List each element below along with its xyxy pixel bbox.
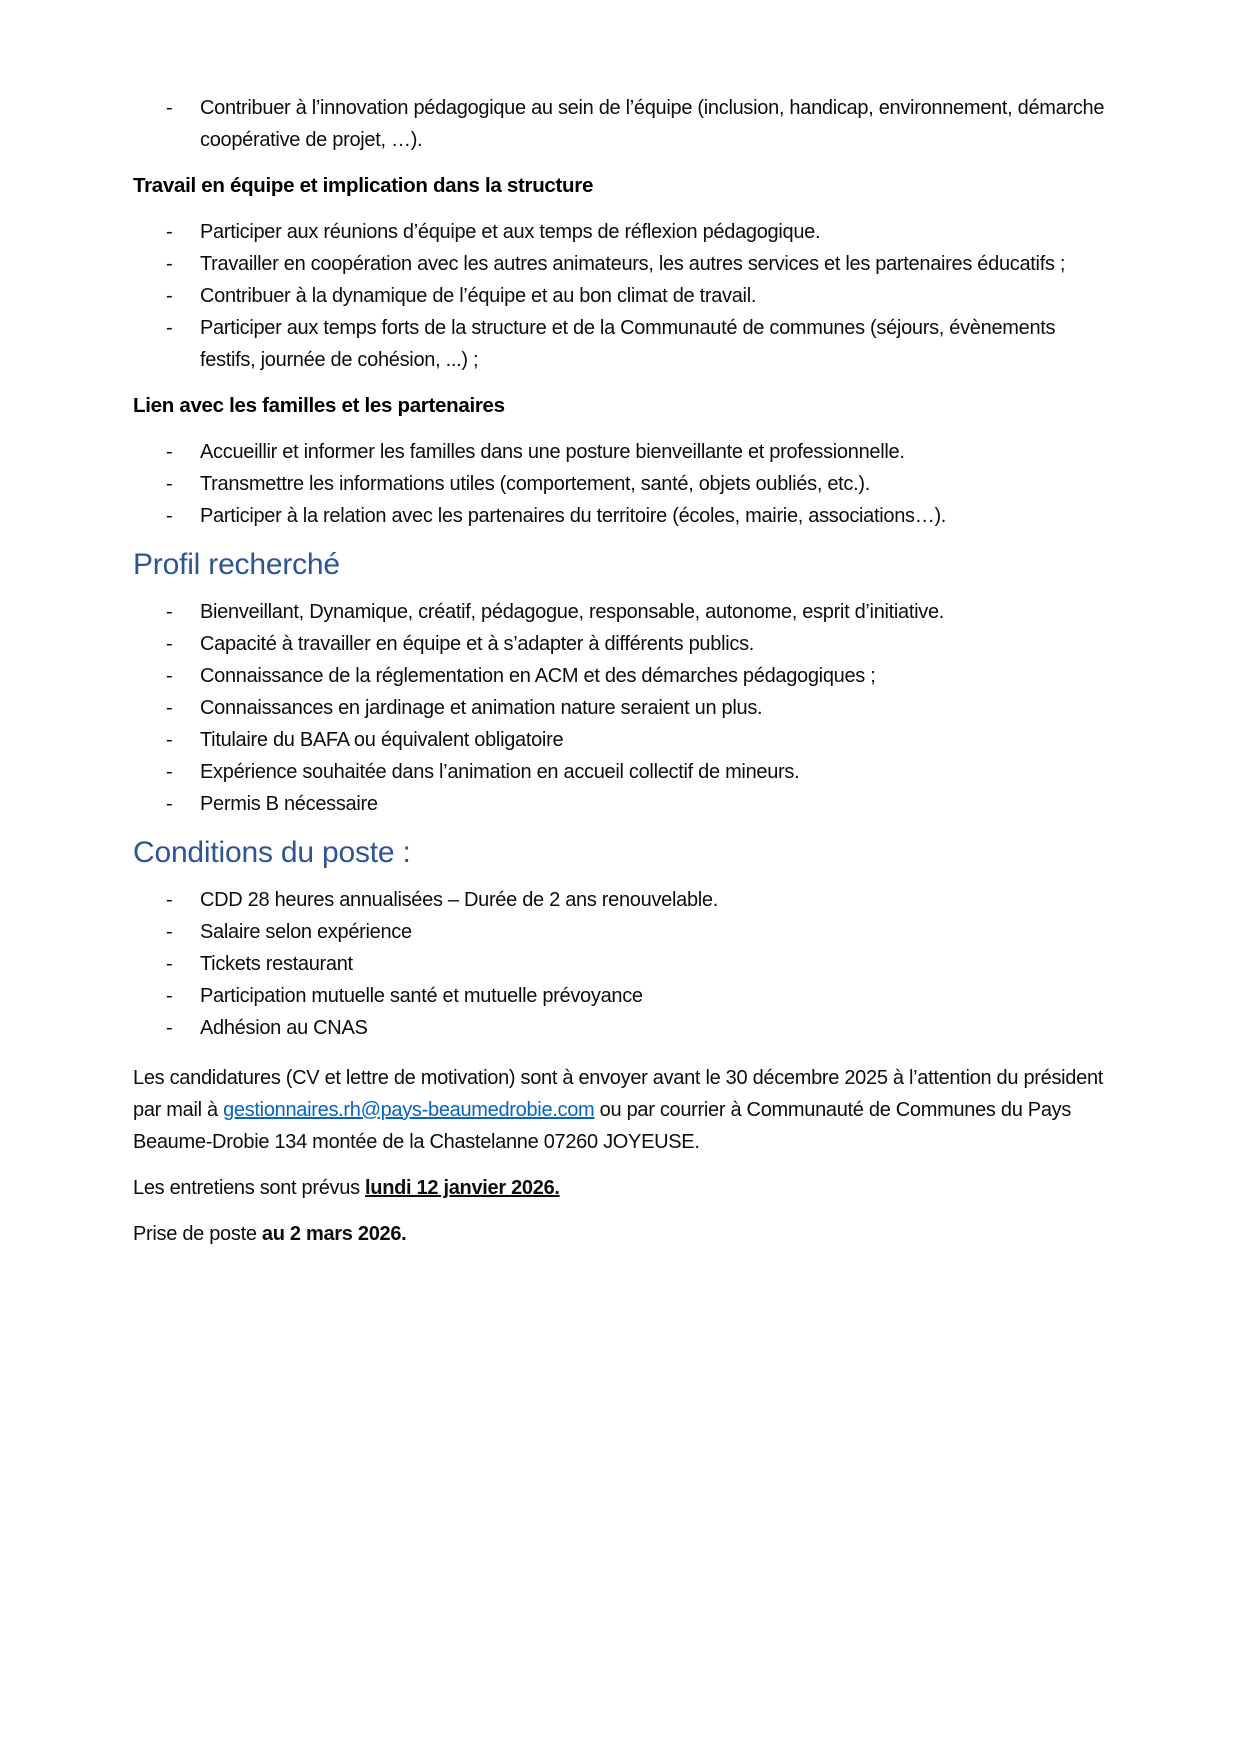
- dash-bullet-marker: -: [166, 665, 173, 687]
- list-item-text: Participer aux réunions d’équipe et aux temps de réflexion pédagogique.: [200, 221, 821, 243]
- dash-bullet-marker: -: [166, 761, 173, 783]
- conditions-bullet-list: [133, 884, 1108, 1044]
- dash-bullet-marker: -: [166, 317, 173, 339]
- dash-bullet-marker: -: [166, 889, 173, 911]
- dash-bullet-marker: -: [166, 697, 173, 719]
- list-item-text: Tickets restaurant: [200, 953, 353, 975]
- list-item: [166, 628, 1108, 660]
- dash-bullet-marker: -: [166, 253, 173, 275]
- list-item: [166, 92, 1108, 156]
- interviews-text: Les entretiens sont prévus: [133, 1177, 366, 1199]
- list-item-text: Contribuer à la dynamique de l’équipe et au bon climat de travail.: [200, 285, 757, 307]
- list-item-text: Participation mutuelle santé et mutuelle prévoyance: [200, 985, 643, 1007]
- list-item-text: Participer à la relation avec les partenaires du territoire (écoles, mairie, associations…).: [200, 505, 947, 527]
- section-heading-teamwork: Travail en équipe et implication dans la structure: [133, 174, 594, 197]
- list-item-text: Connaissance de la réglementation en ACM et des démarches pédagogiques ;: [200, 665, 876, 687]
- start-date-paragraph: [133, 1218, 1108, 1250]
- teamwork-bullet-list: [133, 216, 1108, 376]
- list-item: [166, 436, 1108, 468]
- dash-bullet-marker: -: [166, 953, 173, 975]
- list-item-text: Connaissances en jardinage et animation nature seraient un plus.: [200, 697, 763, 719]
- list-item: [166, 280, 1108, 312]
- families-bullet-list: [133, 436, 1108, 532]
- application-text-before-link: Les candidatures (CV et lettre de motivation) sont à envoyer avant le 30 décembre 2025 à l’attention du président par mail à: [133, 1067, 1104, 1121]
- list-item-text: Accueillir et informer les familles dans une posture bienveillante et professionnelle.: [200, 441, 905, 463]
- dash-bullet-marker: -: [166, 285, 173, 307]
- section-heading-profile: Profil recherché: [133, 548, 340, 581]
- list-item-text: Capacité à travailler en équipe et à s’adapter à différents publics.: [200, 633, 755, 655]
- dash-bullet-marker: -: [166, 473, 173, 495]
- start-date: au 2 mars 2026.: [261, 1223, 407, 1245]
- dash-bullet-marker: -: [166, 793, 173, 815]
- application-text-after-link: ou par courrier à Communauté de Communes du Pays Beaume-Drobie 134 montée de la Chastelanne 07260 JOYEUSE.: [133, 1099, 1072, 1153]
- interviews-paragraph: [133, 1172, 1108, 1204]
- list-item-text: Expérience souhaitée dans l’animation en accueil collectif de mineurs.: [200, 761, 800, 783]
- dash-bullet-marker: -: [166, 221, 173, 243]
- list-item: [166, 216, 1108, 248]
- start-date-text: Prise de poste: [133, 1223, 262, 1245]
- list-item-text: Travailler en coopération avec les autres animateurs, les autres services et les partenaires éducatifs ;: [200, 253, 1066, 275]
- list-item: [166, 884, 1108, 916]
- list-item-text: CDD 28 heures annualisées – Durée de 2 ans renouvelable.: [200, 889, 718, 911]
- section-heading-conditions: Conditions du poste :: [133, 836, 411, 869]
- dash-bullet-marker: -: [166, 985, 173, 1007]
- list-item-text: Adhésion au CNAS: [200, 1017, 368, 1039]
- email-link[interactable]: gestionnaires.rh@pays-beaumedrobie.com: [223, 1099, 595, 1121]
- list-item: [166, 596, 1108, 628]
- list-item: [166, 724, 1108, 756]
- list-item: [166, 948, 1108, 980]
- dash-bullet-marker: -: [166, 633, 173, 655]
- list-item: [166, 980, 1108, 1012]
- list-item-text: Permis B nécessaire: [200, 793, 378, 815]
- list-item: [166, 660, 1108, 692]
- interview-date: lundi 12 janvier 2026.: [365, 1177, 560, 1199]
- intro-bullet-list: [133, 92, 1108, 156]
- list-item: [166, 692, 1108, 724]
- list-item-text: Bienveillant, Dynamique, créatif, pédagogue, responsable, autonome, esprit d’initiative.: [200, 601, 945, 623]
- application-paragraph: [133, 1062, 1108, 1158]
- dash-bullet-marker: -: [166, 441, 173, 463]
- list-item: [166, 248, 1108, 280]
- list-item-text: Salaire selon expérience: [200, 921, 412, 943]
- list-item: [166, 788, 1108, 820]
- list-item: [166, 916, 1108, 948]
- profile-bullet-list: [133, 596, 1108, 820]
- list-item: [166, 756, 1108, 788]
- dash-bullet-marker: -: [166, 97, 173, 119]
- dash-bullet-marker: -: [166, 505, 173, 527]
- list-item-text: Titulaire du BAFA ou équivalent obligatoire: [200, 729, 564, 751]
- list-item-text: Contribuer à l’innovation pédagogique au sein de l’équipe (inclusion, handicap, environnement, démarche coopérative de projet, …).: [200, 97, 1105, 151]
- dash-bullet-marker: -: [166, 921, 173, 943]
- list-item: [166, 312, 1108, 376]
- section-heading-families: Lien avec les familles et les partenaires: [133, 394, 505, 417]
- list-item: [166, 500, 1108, 532]
- list-item-text: Participer aux temps forts de la structure et de la Communauté de communes (séjours, évènements festifs, journée de cohésion, ...) ;: [200, 317, 1056, 371]
- dash-bullet-marker: -: [166, 1017, 173, 1039]
- list-item: [166, 1012, 1108, 1044]
- dash-bullet-marker: -: [166, 729, 173, 751]
- dash-bullet-marker: -: [166, 601, 173, 623]
- list-item-text: Transmettre les informations utiles (comportement, santé, objets oubliés, etc.).: [200, 473, 870, 495]
- list-item: [166, 468, 1108, 500]
